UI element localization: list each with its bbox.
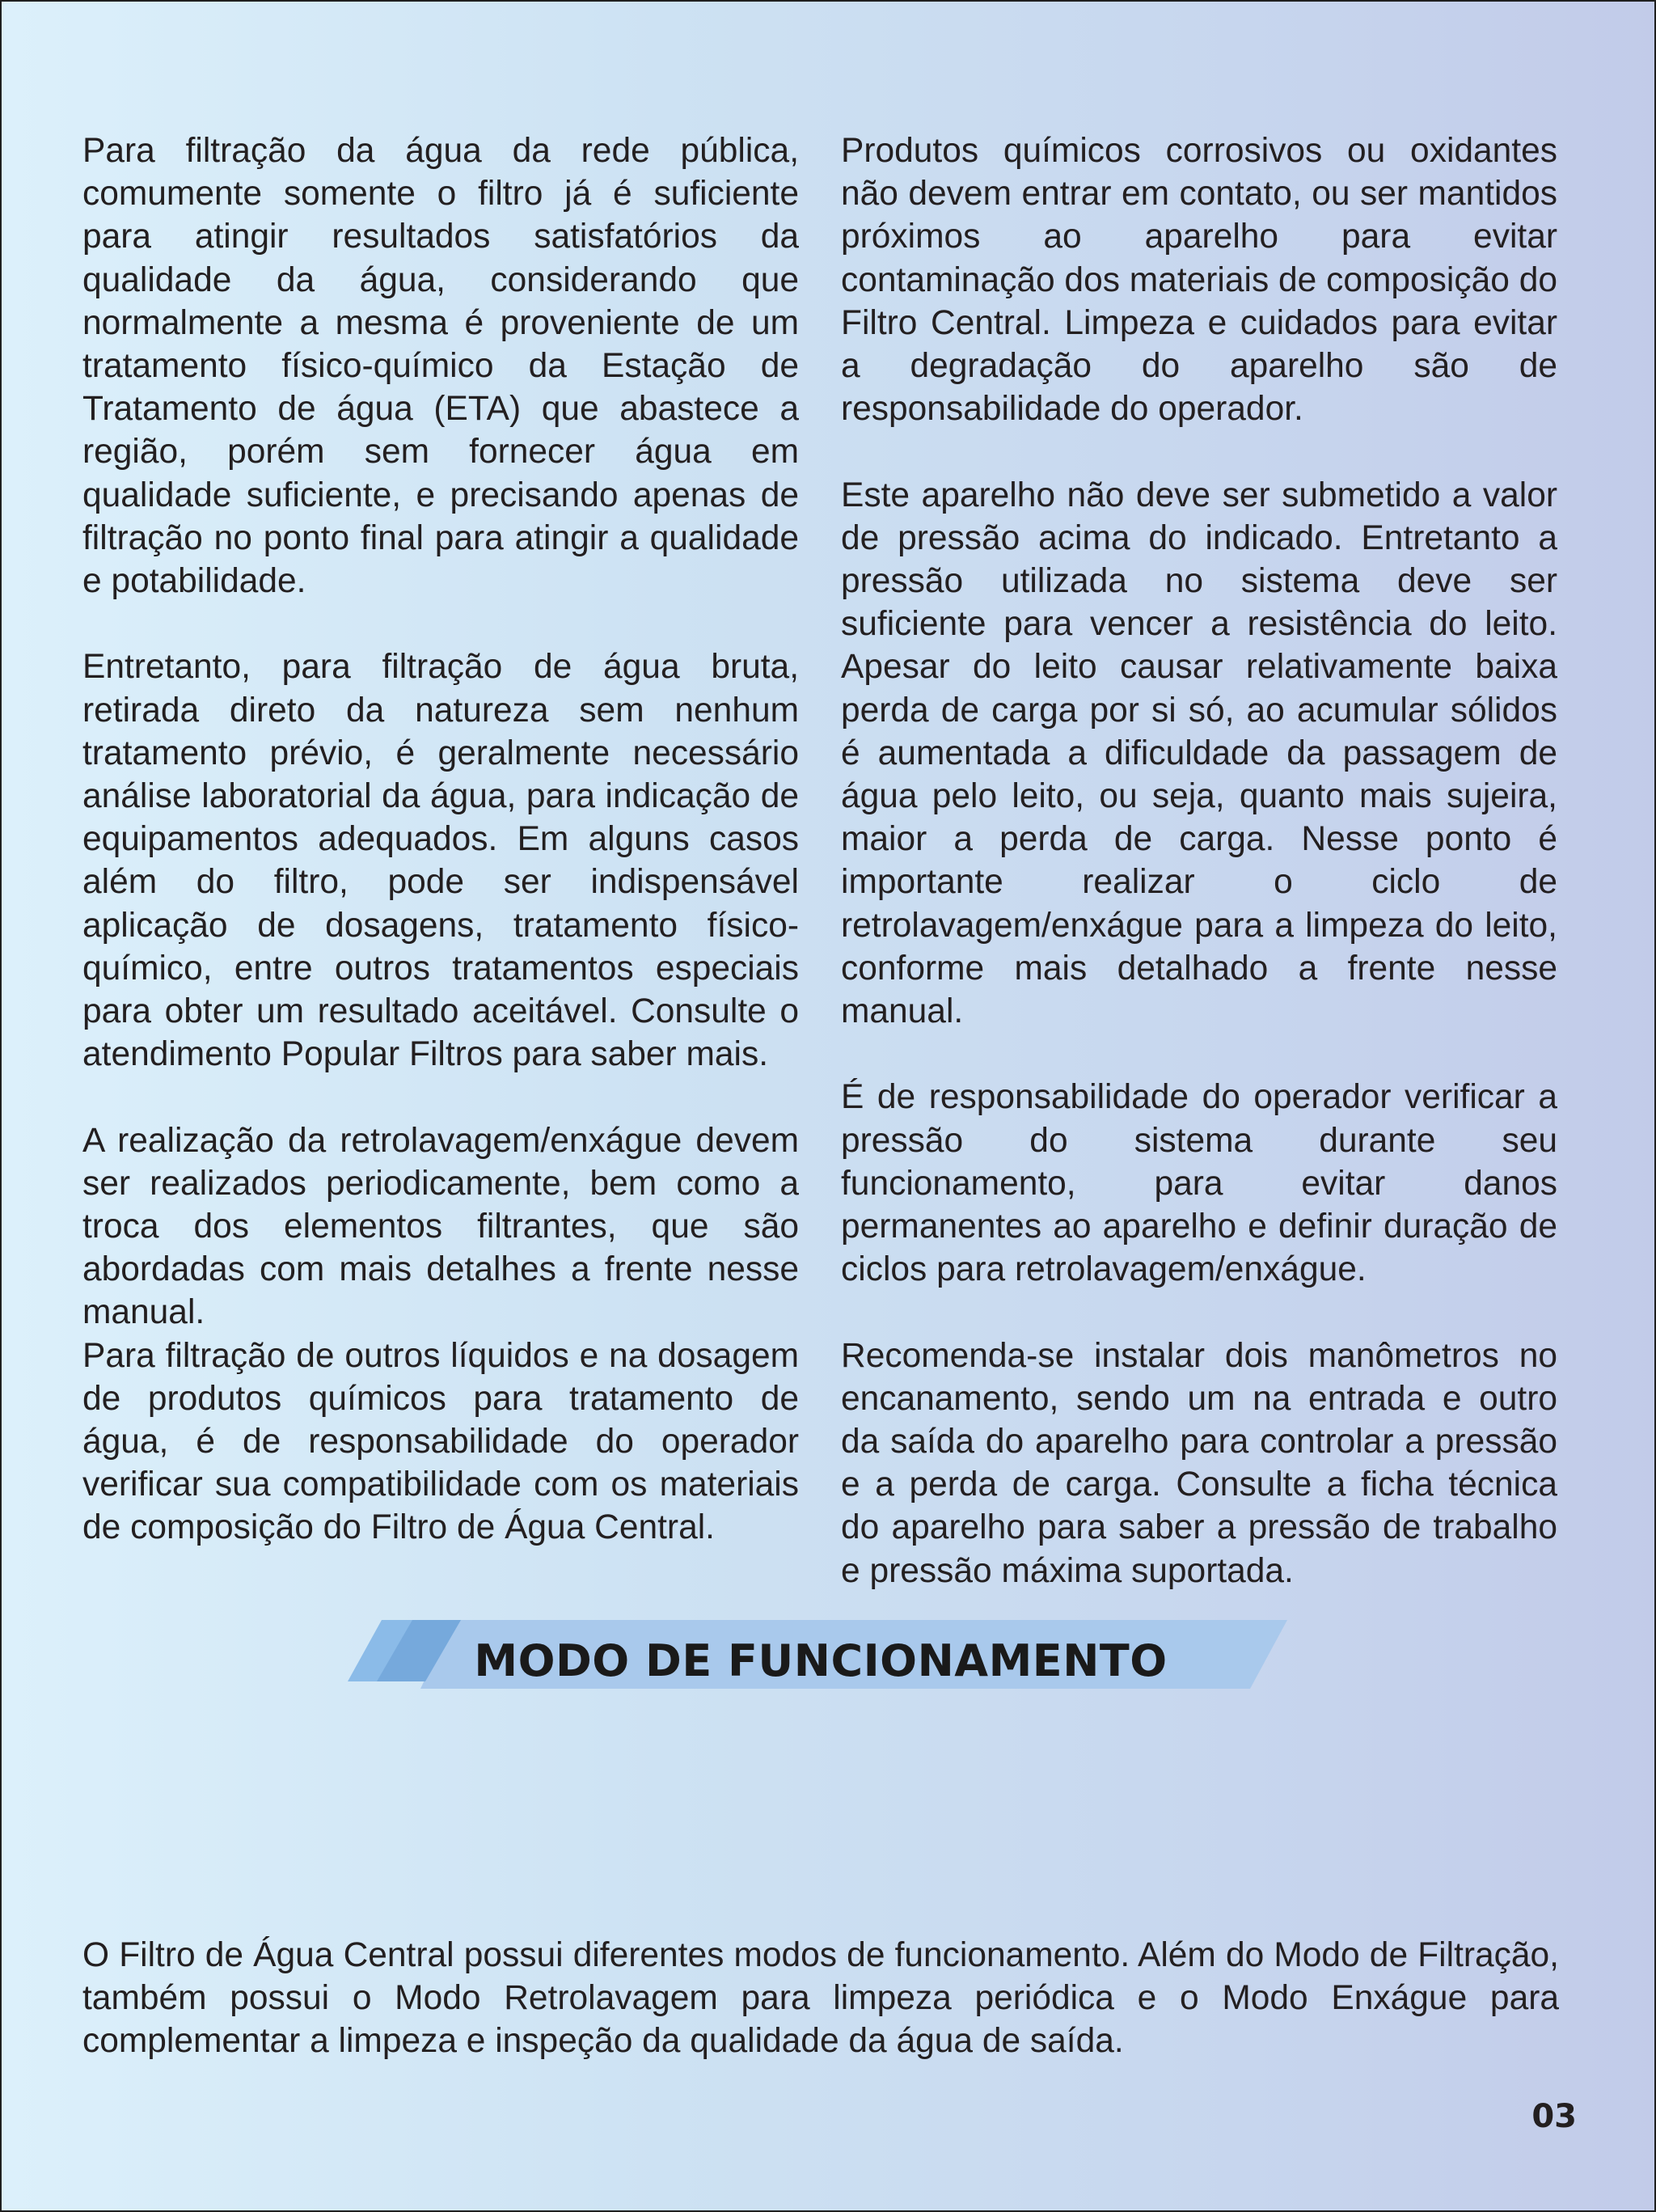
paragraph: Entretanto, para filtração de água bruta, retirada direto da natureza sem nenhum tratamento prévio, é geralmente necessário análise laboratorial da água, para indicação de equipamentos adequados. Em alguns casos além do filtro, pode ser indispensável aplicação de dosagens, tratamento físico-químico, entre outros tratamentos especiais para obter um resultado aceitável. Consulte o atendimento Popular Filtros para saber mais.	[82, 648, 799, 1074]
paragraph: Para filtração de outros líquidos e na dosagem de produtos químicos para tratamento de água, é de responsabilidade do operador verificar sua compatibilidade com os materiais de composição do Filtro de Água Central.	[82, 1336, 799, 1547]
paragraph: Este aparelho não deve ser submetido a valor de pressão acima do indicado. Entretanto a pressão utilizada no sistema deve ser suficiente para vencer a resistência do leito. Apesar do leito causar relativamente baixa perda de carga por si só, ao acumular sólidos é aumentada a dificuldade da passagem de água pelo leito, ou seja, quanto mais sujeira, maior a perda de carga. Nesse ponto é importante realizar o ciclo de retrolavagem/enxágue para a limpeza do leito, conforme mais detalhado a frente nesse manual.	[841, 476, 1557, 1031]
paragraph: É de responsabilidade do operador verificar a pressão do sistema durante seu funcionamento, para evitar danos permanentes ao aparelho e definir duração de ciclos para retrolavagem/enxágue.	[841, 1078, 1557, 1289]
page-number: 03	[1531, 2098, 1577, 2135]
paragraph: A realização da retrolavagem/enxágue devem ser realizados periodicamente, bem como a troca dos elementos filtrantes, que são abordadas com mais detalhes a frente nesse manual.	[82, 1121, 799, 1332]
paragraph: Recomenda-se instalar dois manômetros no encanamento, sendo um na entrada e outro da saída do aparelho para controlar a pressão e a perda de carga. Consulte a ficha técnica do aparelho para saber a pressão de trabalho e pressão máxima suportada.	[841, 1336, 1557, 1590]
section-banner	[348, 1620, 1294, 1702]
section-intro: O Filtro de Água Central possui diferentes modos de funcionamento. Além do Modo de Filtração, também possui o Modo Retrolavagem para limpeza periódica e o Modo Enxágue para complementar a limpeza e inspeção da qualidade da água de saída.	[82, 1935, 1559, 2060]
paragraph: Produtos químicos corrosivos ou oxidantes não devem entrar em contato, ou ser mantidos próximos ao aparelho para evitar contaminação dos materiais de composição do Filtro Central. Limpeza e cuidados para evitar a degradação do aparelho são de responsabilidade do operador.	[841, 132, 1557, 429]
paragraph: Para filtração da água da rede pública, comumente somente o filtro já é suficiente para atingir resultados satisfatórios da qualidade da água, considerando que normalmente a mesma é proveniente de um tratamento físico-químico da Estação de Tratamento de água (ETA) que abastece a região, porém sem fornecer água em qualidade suficiente, e precisando apenas de filtração no ponto final para atingir a qualidade e potabilidade.	[82, 132, 799, 601]
right-column	[841, 129, 1557, 1635]
section-title: MODO DE FUNCIONAMENTO	[474, 1635, 1168, 1686]
left-column	[82, 129, 799, 1592]
